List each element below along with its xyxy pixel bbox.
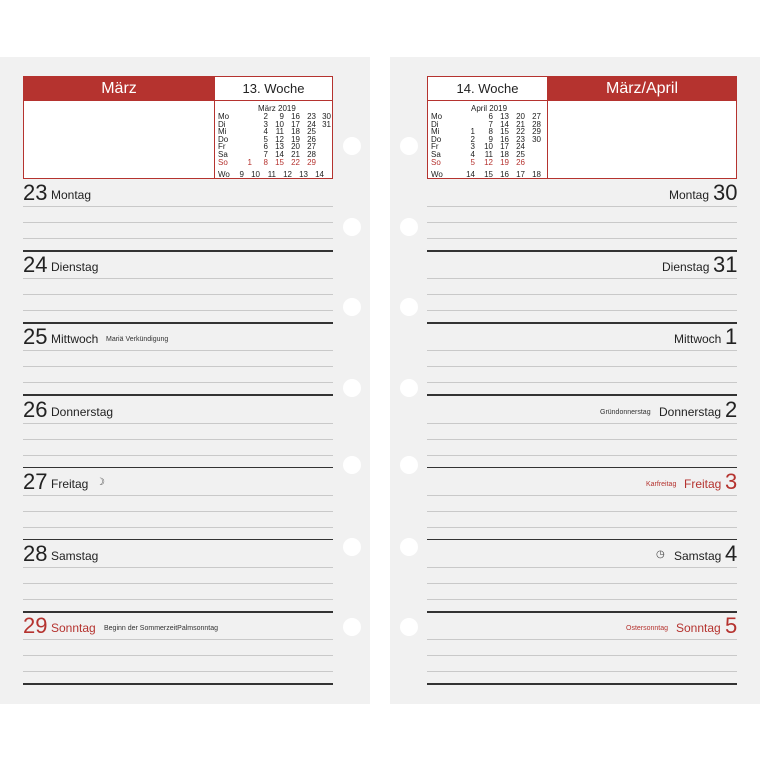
- weekday-label: Mo: [431, 112, 443, 121]
- mini-calendar-day: 13: [275, 142, 284, 152]
- month-title: März/April: [548, 77, 736, 101]
- writing-line: [23, 527, 333, 528]
- weekday-label: Sa: [218, 150, 228, 159]
- week-number: 14: [466, 170, 475, 180]
- mini-calendar-day: 8: [488, 127, 493, 137]
- day-header: [23, 398, 333, 422]
- mini-calendar-day: 6: [488, 112, 493, 121]
- writing-line: [427, 655, 737, 656]
- mini-calendar-day: 21: [516, 119, 525, 129]
- writing-line: [427, 310, 737, 311]
- day-separator: [23, 683, 333, 685]
- writing-line: [23, 583, 333, 584]
- weekday-label: Di: [218, 119, 226, 129]
- mini-calendar-day: 2: [263, 112, 268, 121]
- week-number-label: Wo: [218, 170, 230, 180]
- day-name: Freitag: [51, 476, 89, 491]
- week-number: 14: [315, 170, 324, 180]
- writing-line: [23, 238, 333, 239]
- day-entry: [23, 612, 333, 684]
- holiday-note: Gründonnerstag: [600, 408, 651, 416]
- writing-line: [23, 366, 333, 367]
- mini-calendar-day: 4: [470, 150, 475, 159]
- holiday-note: Mariä Verkündigung: [106, 336, 169, 344]
- weekday-label: Mi: [431, 127, 440, 137]
- day-number: 2: [725, 396, 738, 422]
- weekday-label: So: [431, 157, 441, 167]
- mini-calendar-day: 11: [484, 150, 493, 159]
- binder-hole: [343, 379, 361, 397]
- mini-calendar-day: 9: [279, 112, 284, 121]
- day-header: [23, 325, 333, 349]
- binder-hole: [400, 456, 418, 474]
- day-header: [427, 398, 737, 422]
- day-name: Samstag: [674, 549, 722, 563]
- writing-line: [23, 655, 333, 656]
- week-number: 18: [532, 170, 541, 180]
- holiday-note: Karfreitag: [646, 480, 677, 488]
- writing-line: [23, 278, 333, 279]
- weekday-label: Mo: [218, 112, 230, 121]
- writing-line: [23, 382, 333, 383]
- writing-line: [427, 238, 737, 239]
- day-number: 1: [725, 324, 738, 350]
- mini-calendar-day: 3: [263, 119, 268, 129]
- binder-hole: [400, 298, 418, 316]
- moon-phase-icon: ◷: [656, 549, 665, 560]
- mini-calendar-day: 5: [470, 157, 475, 167]
- writing-line: [23, 455, 333, 456]
- mini-calendar-day: 30: [532, 134, 541, 144]
- day-entry: [427, 179, 737, 251]
- day-name: Donnerstag: [659, 404, 722, 419]
- writing-line: [427, 495, 737, 496]
- mini-calendar-day: 29: [532, 127, 541, 137]
- week-number: 13: [299, 170, 308, 180]
- binder-hole: [343, 137, 361, 155]
- mini-calendar-day: 30: [322, 112, 331, 121]
- binder-hole: [343, 218, 361, 236]
- mini-calendar-day: 10: [484, 142, 493, 152]
- week-number: 12: [283, 170, 292, 180]
- week-number: 16: [500, 170, 509, 180]
- day-header: [427, 470, 737, 494]
- mini-calendar-day: 26: [307, 134, 316, 144]
- mini-calendar-day: 21: [291, 150, 300, 159]
- mini-calendar-day: 22: [291, 157, 300, 167]
- day-name: Dienstag: [51, 260, 99, 275]
- mini-calendar-day: 4: [263, 127, 268, 137]
- day-entry: [23, 540, 333, 612]
- mini-calendar-day: 16: [500, 134, 509, 144]
- mini-calendar-day: 20: [516, 112, 525, 121]
- day-number: 23: [23, 180, 48, 205]
- mini-calendar-day: 13: [500, 112, 509, 121]
- binder-hole: [400, 379, 418, 397]
- day-header: [23, 470, 333, 494]
- day-name: Sonntag: [676, 621, 721, 636]
- writing-line: [427, 278, 737, 279]
- mini-calendar-day: 25: [307, 127, 316, 137]
- day-name: Mittwoch: [674, 332, 722, 347]
- week-number: 17: [516, 170, 525, 180]
- mini-calendar-day: 18: [291, 127, 300, 137]
- writing-line: [23, 567, 333, 568]
- mini-calendar-day: 17: [500, 142, 509, 152]
- day-header: [23, 253, 333, 277]
- weekday-label: Mi: [218, 127, 227, 137]
- writing-line: [427, 599, 737, 600]
- mini-calendar-day: 27: [532, 112, 541, 121]
- day-entry: [23, 251, 333, 323]
- mini-calendar-day: 1: [247, 157, 252, 167]
- mini-calendar-title: April 2019: [471, 104, 508, 113]
- mini-calendar-day: 14: [500, 119, 509, 129]
- mini-calendar-day: 19: [291, 134, 300, 144]
- binder-hole: [343, 298, 361, 316]
- mini-calendar-day: 8: [263, 157, 268, 167]
- weekday-label: Fr: [431, 142, 439, 152]
- day-number: 27: [23, 468, 48, 494]
- writing-line: [427, 527, 737, 528]
- day-name: Samstag: [51, 549, 99, 563]
- holiday-note: Beginn der SommerzeitPalmsonntag: [104, 625, 219, 633]
- day-entry: [23, 179, 333, 251]
- writing-line: [427, 567, 737, 568]
- writing-line: [427, 222, 737, 223]
- writing-line: [23, 222, 333, 223]
- day-number: 24: [23, 252, 48, 278]
- day-entry: [427, 540, 737, 612]
- mini-calendar-day: 16: [291, 112, 300, 121]
- left-header: [23, 76, 333, 179]
- writing-line: [23, 439, 333, 440]
- mini-calendar-day: 20: [291, 142, 300, 152]
- mini-calendar-day: 14: [275, 150, 284, 159]
- mini-calendar-day: 28: [532, 119, 541, 129]
- day-header: [427, 614, 737, 638]
- day-header: [23, 181, 333, 205]
- writing-line: [427, 382, 737, 383]
- writing-line: [23, 511, 333, 512]
- month-title: März: [24, 77, 214, 101]
- mini-calendar-day: 31: [322, 119, 331, 129]
- holiday-note: Ostersonntag: [626, 625, 669, 633]
- left-page: [0, 57, 370, 704]
- day-name: Donnerstag: [51, 404, 114, 419]
- right-header: [427, 76, 737, 179]
- mini-calendar-day: 22: [516, 127, 525, 137]
- weekday-label: Fr: [218, 142, 226, 152]
- day-number: 4: [725, 541, 738, 566]
- mini-calendar-day: 9: [488, 134, 493, 144]
- day-entry: [23, 396, 333, 468]
- mini-calendar-title: März 2019: [258, 104, 296, 113]
- weekday-label: Do: [218, 134, 229, 144]
- mini-calendar-day: 12: [484, 157, 493, 167]
- writing-line: [23, 599, 333, 600]
- day-number: 3: [725, 468, 738, 494]
- day-header: [427, 253, 737, 277]
- binder-hole: [400, 538, 418, 556]
- mini-calendar-day: 6: [263, 142, 268, 152]
- mini-calendar-day: 15: [500, 127, 509, 137]
- day-number: 29: [23, 613, 48, 639]
- binder-hole: [343, 618, 361, 636]
- mini-calendar-day: 11: [275, 127, 284, 137]
- day-entry: [23, 323, 333, 395]
- mini-calendar-day: 25: [516, 150, 525, 159]
- day-name: Dienstag: [662, 260, 710, 275]
- writing-line: [427, 206, 737, 207]
- binder-hole: [343, 538, 361, 556]
- day-entry: [427, 612, 737, 684]
- day-number: 30: [713, 180, 738, 205]
- weekday-label: So: [218, 157, 228, 167]
- day-header: [427, 325, 737, 349]
- week-number-label: Wo: [431, 170, 443, 180]
- mini-calendar-day: 27: [307, 142, 316, 152]
- mini-calendar-day: 18: [500, 150, 509, 159]
- mini-calendar-day: 26: [516, 157, 525, 167]
- mini-calendar-day: 19: [500, 157, 509, 167]
- mini-calendar-day: 1: [470, 127, 475, 137]
- writing-line: [427, 455, 737, 456]
- writing-line: [427, 511, 737, 512]
- day-separator: [427, 683, 737, 685]
- writing-line: [427, 439, 737, 440]
- writing-line: [427, 639, 737, 640]
- binder-hole: [400, 218, 418, 236]
- day-number: 5: [725, 613, 738, 639]
- day-header: [427, 181, 737, 205]
- week-number: 10: [251, 170, 260, 180]
- mini-calendar-day: 28: [307, 150, 316, 159]
- writing-line: [23, 206, 333, 207]
- day-name: Montag: [51, 188, 92, 202]
- writing-line: [23, 310, 333, 311]
- day-name: Freitag: [684, 476, 722, 491]
- binder-hole: [400, 137, 418, 155]
- writing-line: [427, 583, 737, 584]
- mini-calendar-day: 24: [307, 119, 316, 129]
- mini-calendar-day: 7: [488, 119, 493, 129]
- day-entry: [427, 468, 737, 540]
- week-label: 13. Woche: [215, 77, 332, 101]
- day-name: Montag: [669, 188, 710, 202]
- day-header: [23, 542, 333, 566]
- right-page: [390, 57, 760, 704]
- day-number: 25: [23, 324, 48, 350]
- weekday-label: Di: [431, 119, 439, 129]
- day-number: 28: [23, 541, 48, 566]
- binder-hole: [343, 456, 361, 474]
- writing-line: [23, 639, 333, 640]
- mini-calendar-day: 15: [275, 157, 284, 167]
- mini-calendar-day: 5: [263, 134, 268, 144]
- day-entry: [427, 396, 737, 468]
- binder-hole: [400, 618, 418, 636]
- day-entry: [23, 468, 333, 540]
- mini-calendar-day: 10: [275, 119, 284, 129]
- writing-line: [23, 423, 333, 424]
- weekday-label: Do: [431, 134, 442, 144]
- day-header: [427, 542, 737, 566]
- writing-line: [427, 671, 737, 672]
- mini-calendar-day: 29: [307, 157, 316, 167]
- writing-line: [427, 294, 737, 295]
- writing-line: [427, 423, 737, 424]
- week-label: 14. Woche: [428, 77, 547, 101]
- mini-calendar-day: 3: [470, 142, 475, 152]
- mini-calendar-day: 23: [516, 134, 525, 144]
- moon-phase-icon: ☽: [96, 476, 105, 488]
- mini-calendar-day: 23: [307, 112, 316, 121]
- day-number: 26: [23, 396, 48, 422]
- writing-line: [23, 350, 333, 351]
- writing-line: [23, 294, 333, 295]
- mini-calendar-day: 17: [291, 119, 300, 129]
- writing-line: [23, 671, 333, 672]
- mini-calendar-day: 12: [275, 134, 284, 144]
- day-name: Mittwoch: [51, 332, 99, 347]
- day-number: 31: [713, 252, 738, 278]
- day-entry: [427, 251, 737, 323]
- week-number: 15: [484, 170, 493, 180]
- day-name: Sonntag: [51, 621, 96, 636]
- writing-line: [427, 350, 737, 351]
- mini-calendar-day: 7: [263, 150, 268, 159]
- weekday-label: Sa: [431, 150, 441, 159]
- writing-line: [23, 495, 333, 496]
- week-number: 11: [267, 170, 276, 180]
- mini-calendar-day: 2: [470, 134, 475, 144]
- week-number: 9: [239, 170, 244, 180]
- day-entry: [427, 323, 737, 395]
- day-header: [23, 614, 333, 638]
- writing-line: [427, 366, 737, 367]
- mini-calendar-day: 24: [516, 142, 525, 152]
